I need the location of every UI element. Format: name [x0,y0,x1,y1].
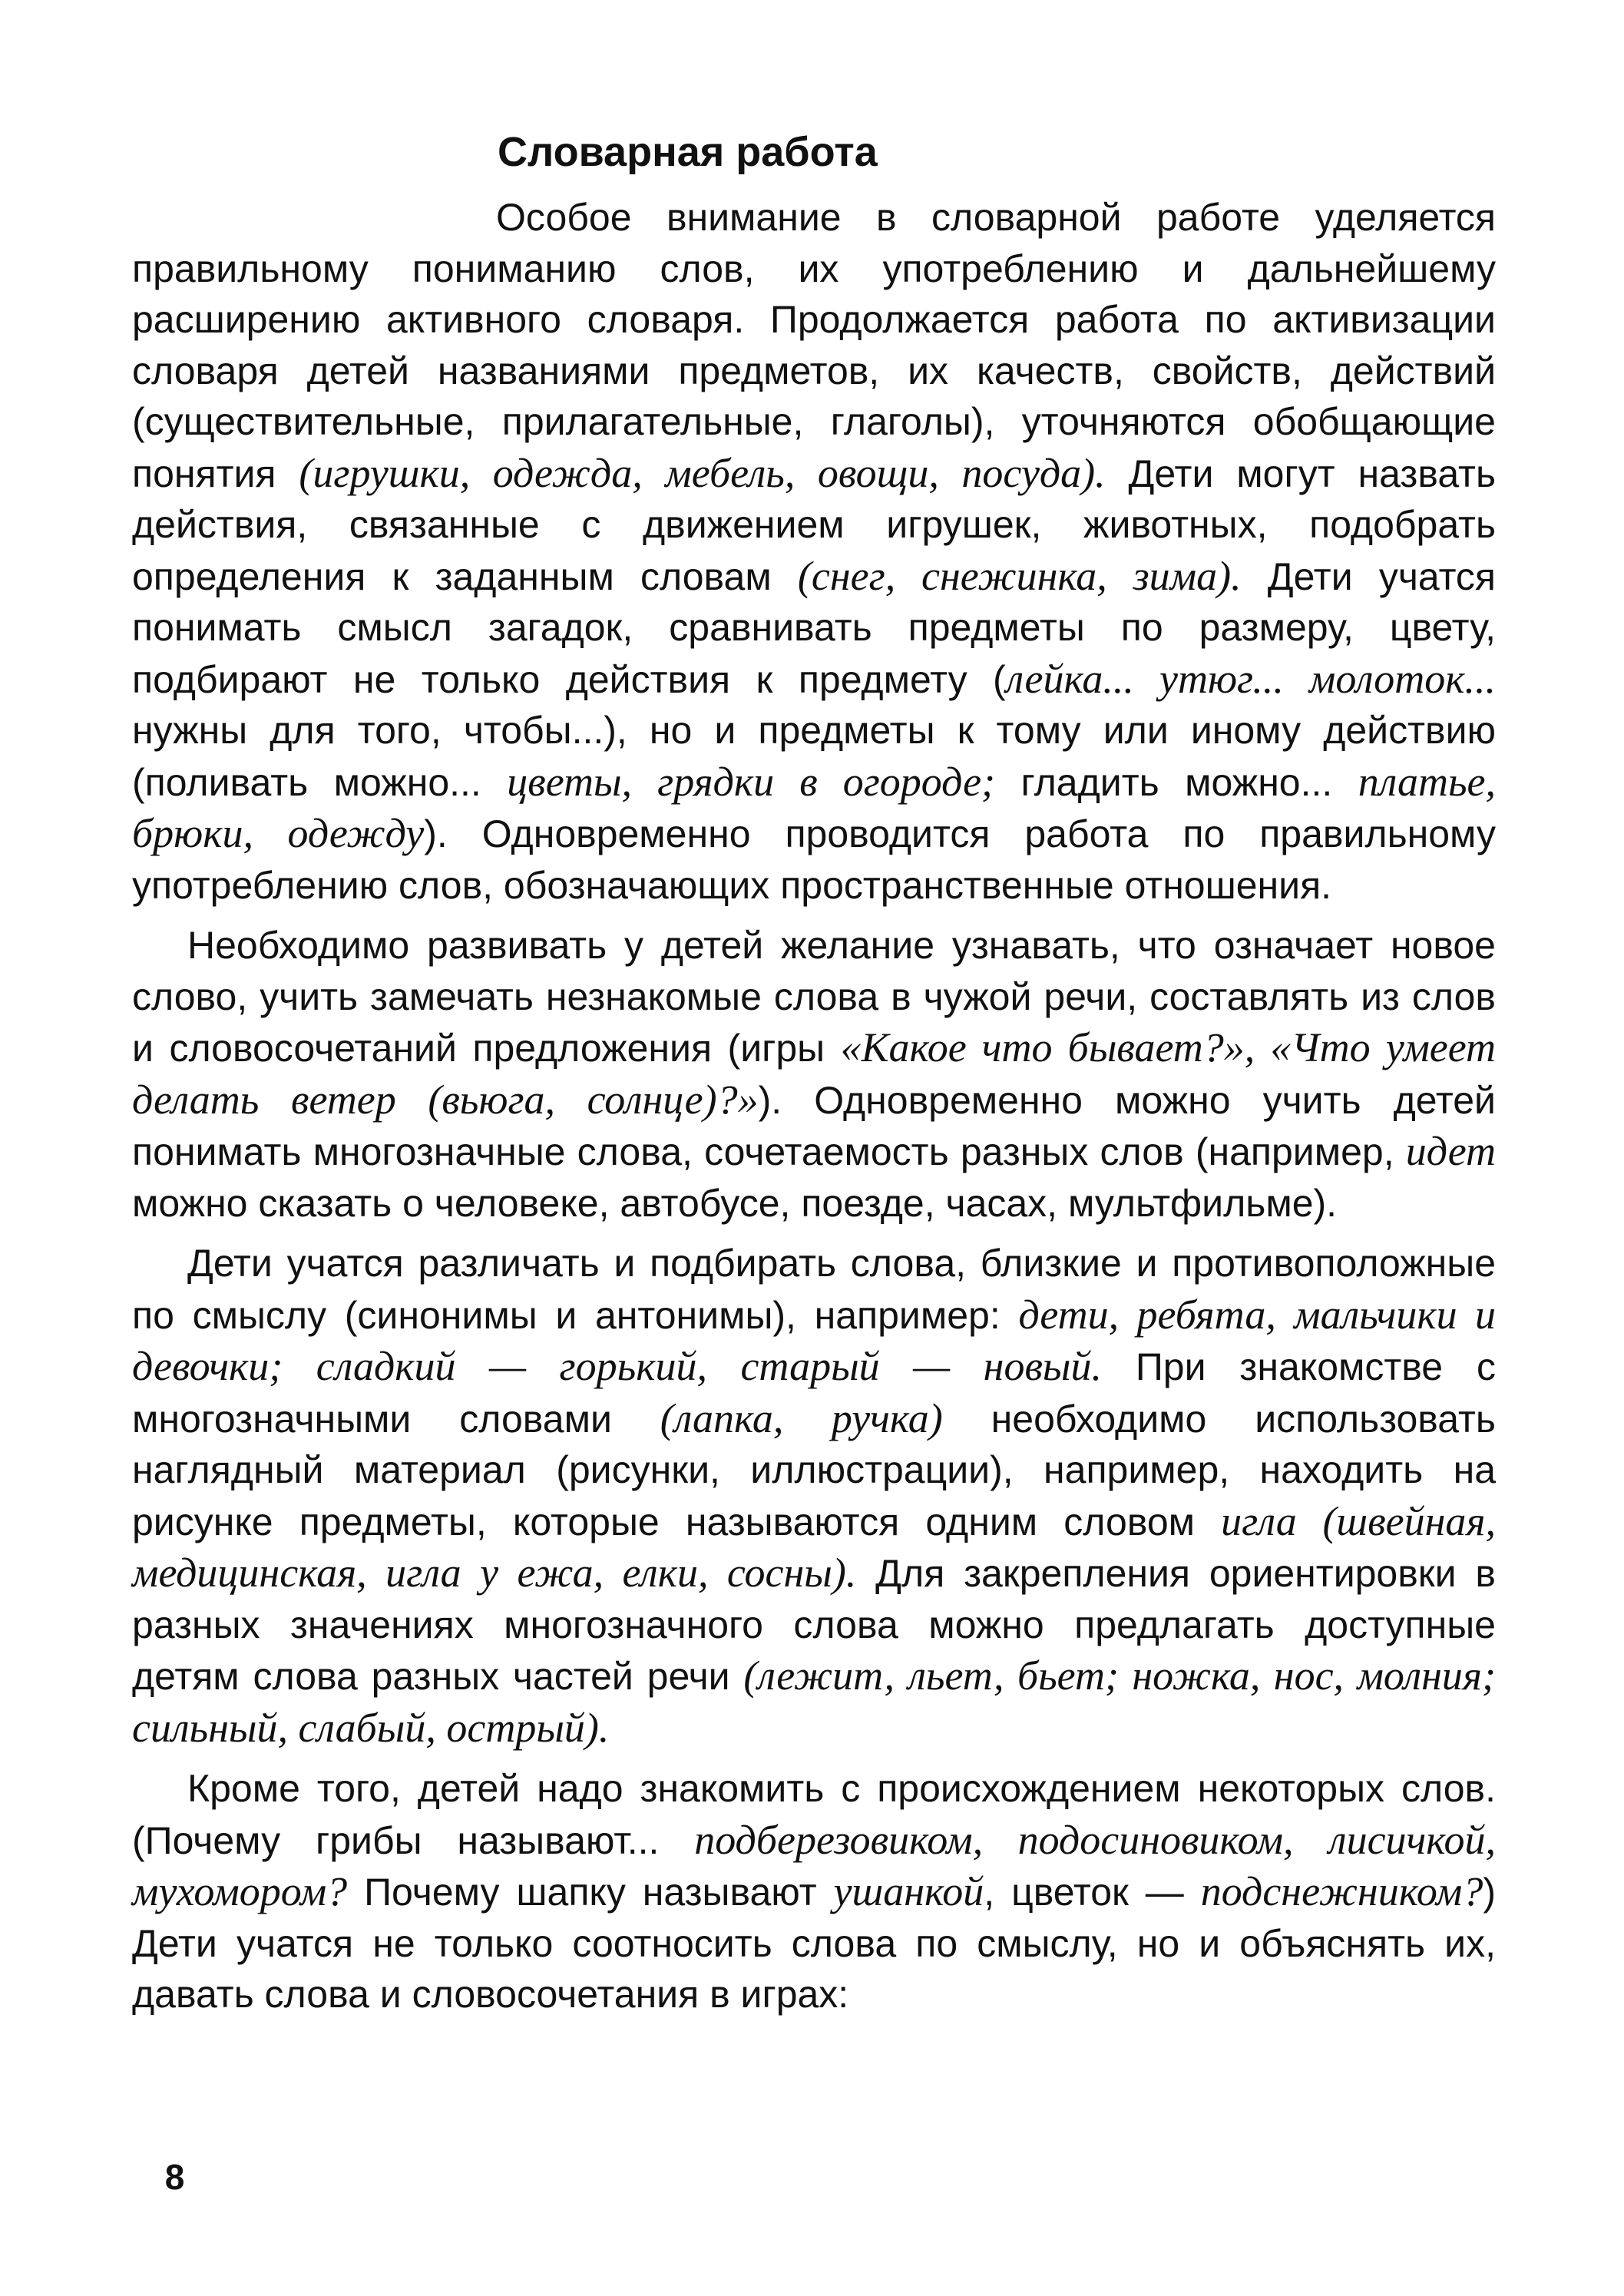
body-text: Необходимо развивать у детей желание узнавать, что означает новое слово, учить замечать незнакомые слова в чужой речи, составлять из слов и словосочетаний предложения (игры [132,924,1496,1070]
body-text: ). Одновременно можно учить детей понимать многозначные слова, сочетаемость разных слов (например, [132,1078,1496,1173]
page-number: 8 [164,2157,185,2197]
body-text: необходимо использовать наглядный материал (рисунки, иллюстрации), например, находить на рисунке предметы, которые называются одним словом [132,1397,1496,1543]
italic-example-text: игла (швейная, медицинская, игла у ежа, елки, сосны). [132,1497,1496,1596]
body-text: гладить можно... [995,760,1358,804]
paragraph-4 [132,1763,1496,2020]
body-text: При знакомстве с многозначными словами [132,1345,1496,1441]
italic-example-text: (лежит, льет, бьет; ножка, нос, молния; сильный, слабый, острый). [132,1653,1496,1751]
body-text: , цветок — [984,1871,1201,1914]
body-text: Дети могут назвать действия, связанные с движением игрушек, животных, подобрать определения к заданным словам [132,452,1496,598]
italic-example-text: дети, ребята, мальчики и девочки; сладкий — горький, старый — новый. [132,1291,1496,1389]
body-text: Дети учатся различать и подбирать слова, близкие и противоположные по смыслу (синонимы и антонимы), например: [132,1242,1496,1337]
italic-example-text: цветы, грядки в огороде; [507,758,996,805]
body-text: нужны для того, чтобы...), но и предметы к тому или иному действию (поливать можно... [132,709,1496,804]
italic-example-text: подснежником? [1200,1868,1483,1914]
paragraphs [132,192,1496,2020]
paragraph-3 [132,1238,1496,1754]
body-text: Кроме того, детей надо знакомить с происхождением некоторых слов. (Почему грибы называют... [132,1767,1496,1862]
paragraph-2 [132,920,1496,1229]
text-block [132,123,1496,2030]
italic-example-text: (игрушки, одежда, мебель, овощи, посуда). [299,449,1106,496]
italic-example-text: (лапка, ручка) [660,1394,943,1441]
paragraph-1 [132,192,1496,911]
body-text: ). Одновременно проводится работа по правильному употреблению слов, обозначающих пространственные отношения. [132,812,1496,907]
italic-example-text: лейка... утюг... молоток... [1005,655,1496,702]
italic-example-text: ушанкой [833,1868,984,1914]
italic-example-text: (снег, снежинка, зима). [797,552,1242,599]
body-text: Дети учатся понимать смысл загадок, сравнивать предметы по размеру, цвету, подбирают не только действия к предмету ( [132,554,1496,701]
body-text: ) Дети учатся не только соотносить слова по смыслу, но и объяснять их, давать слова и словосочетания в играх: [132,1871,1496,2016]
italic-example-text: подберезовиком, подосиновиком, лисичкой, мухомором? [132,1816,1497,1914]
body-text: Особое внимание в словарной работе уделяется правильному пониманию слов, их употреблению и дальнейшему расширению активного словаря. Продолжается работа по активизации словаря детей названиями предметов, их качеств, свойств, действий (существительные, прилагательные, глаголы), уточняются обобщающие понятия [132,196,1496,495]
italic-example-text: платье, брюки, одежду [132,758,1496,856]
body-text: можно сказать о человеке, автобусе, поезде, часах, мультфильме). [132,1181,1338,1225]
italic-example-text: «Какое что бывает?», «Что умеет делать ветер (вьюга, солнце)?» [132,1024,1496,1123]
body-text: Почему шапку называют [347,1871,834,1914]
italic-example-text: идет [1405,1128,1496,1174]
body-text: Для закрепления ориентировки в разных значениях многозначного слова можно предлагать доступные детям слова разных частей речи [132,1552,1496,1698]
section-title: Словарная работа [498,129,878,175]
